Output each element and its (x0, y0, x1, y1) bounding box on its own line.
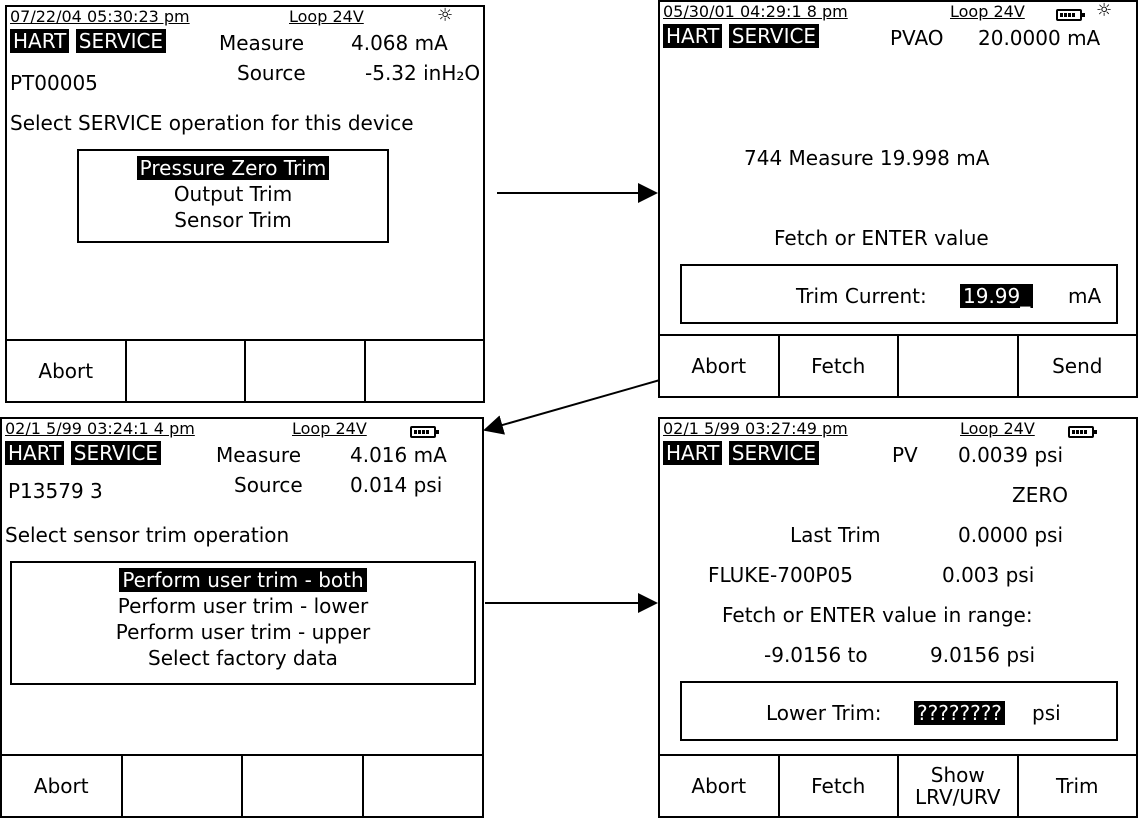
last-trim-value: 0.0000 psi (958, 523, 1064, 547)
softkey-4[interactable] (364, 756, 483, 816)
screen-service-menu (5, 5, 485, 403)
battery-icon (410, 426, 436, 438)
measure-value: 4.068 mA (351, 31, 448, 55)
softkey-trim[interactable]: Trim (1055, 774, 1099, 798)
menu-item-factory-data[interactable]: Select factory data (148, 646, 338, 670)
backlight-sun-icon: ☼ (437, 5, 454, 26)
device-tag: PT00005 (10, 71, 98, 95)
mode-badge-service: SERVICE (71, 441, 161, 465)
softkey-abort[interactable]: Abort (2, 756, 123, 816)
mode-badge-hart: HART (10, 29, 69, 53)
reference-device: FLUKE-700P05 (708, 563, 853, 587)
softkey-fetch[interactable]: Fetch (780, 756, 900, 816)
softkey-3[interactable] (246, 341, 366, 401)
source-label: Source (234, 473, 303, 497)
prompt-text: Fetch or ENTER value (774, 226, 989, 250)
lower-trim-field-box (680, 681, 1118, 741)
mode-badge-service: SERVICE (76, 29, 166, 53)
measure-label: Measure (219, 31, 304, 55)
menu-item-sensor-trim[interactable]: Sensor Trim (174, 208, 292, 232)
device-tag: P13579 3 (8, 479, 103, 503)
measure-label: Measure (216, 443, 301, 467)
measure-value: 4.016 mA (350, 443, 447, 467)
softkey-2[interactable] (127, 341, 247, 401)
status-loop: Loop 24V (289, 7, 364, 26)
battery-icon (1056, 9, 1082, 21)
measure-line: 744 Measure 19.998 mA (744, 146, 990, 170)
status-datetime: 02/1 5/99 03:24:1 4 pm (5, 419, 195, 438)
mode-badge-service: SERVICE (729, 441, 819, 465)
softkey-send[interactable]: Send (1052, 354, 1103, 378)
battery-icon (1068, 426, 1094, 438)
prompt-text: Fetch or ENTER value in range: (722, 603, 1033, 627)
zero-indicator: ZERO (1012, 483, 1068, 507)
trim-current-input[interactable]: 19.99_ (960, 284, 1033, 308)
trim-current-label: Trim Current: (796, 284, 927, 308)
status-datetime: 02/1 5/99 03:27:49 pm (663, 419, 848, 438)
arrow-2-to-3 (485, 380, 660, 430)
status-loop: Loop 24V (950, 2, 1025, 21)
status-loop: Loop 24V (292, 419, 367, 438)
pvao-label: PVAO (890, 26, 944, 50)
reference-value: 0.003 psi (942, 563, 1035, 587)
trim-current-field-box (680, 264, 1118, 324)
menu-item-output-trim[interactable]: Output Trim (173, 182, 293, 206)
mode-badge-hart: HART (663, 24, 722, 48)
softkey-abort[interactable]: Abort (660, 756, 780, 816)
range-high: 9.0156 psi (930, 643, 1036, 667)
pvao-value: 20.0000 mA (978, 26, 1101, 50)
lower-trim-unit: psi (1032, 701, 1061, 725)
screen-trim-current (658, 0, 1138, 398)
status-datetime: 05/30/01 04:29:1 8 pm (663, 2, 848, 21)
menu-item-user-trim-lower[interactable]: Perform user trim - lower (117, 594, 369, 618)
lower-trim-label: Lower Trim: (766, 701, 882, 725)
mode-badge-service: SERVICE (729, 24, 819, 48)
softkey-3[interactable] (899, 336, 1019, 396)
source-value: -5.32 inH₂O (365, 61, 481, 85)
mode-badge-hart: HART (663, 441, 722, 465)
softkey-bar (660, 754, 1136, 816)
softkey-fetch[interactable]: Fetch (780, 336, 900, 396)
mode-badge-hart: HART (5, 441, 64, 465)
softkey-abort[interactable]: Abort (7, 341, 127, 401)
pv-label: PV (892, 443, 918, 467)
screen-lower-trim (658, 417, 1138, 818)
backlight-sun-icon: ☼ (1096, 0, 1113, 21)
lower-trim-input[interactable]: ???????? (914, 701, 1005, 725)
softkey-abort[interactable]: Abort (660, 336, 780, 396)
status-datetime: 07/22/04 05:30:23 pm (10, 7, 190, 26)
sensor-trim-menu (10, 561, 476, 685)
source-label: Source (237, 61, 306, 85)
trim-current-unit: mA (1068, 284, 1102, 308)
softkey-bar (2, 754, 482, 816)
softkey-4[interactable] (366, 341, 484, 401)
last-trim-label: Last Trim (790, 523, 881, 547)
prompt-text: Select SERVICE operation for this device (10, 111, 414, 135)
service-menu (77, 149, 389, 243)
softkey-show-lrv-urv[interactable]: Show LRV/URV (899, 756, 1019, 816)
pv-value: 0.0039 psi (958, 443, 1064, 467)
softkey-2[interactable] (123, 756, 244, 816)
source-value: 0.014 psi (350, 473, 443, 497)
menu-item-user-trim-upper[interactable]: Perform user trim - upper (115, 620, 371, 644)
menu-item-user-trim-both[interactable]: Perform user trim - both (12, 567, 474, 593)
status-loop: Loop 24V (960, 419, 1035, 438)
softkey-bar (660, 334, 1136, 396)
menu-item-pressure-zero-trim[interactable]: Pressure Zero Trim (79, 155, 387, 181)
prompt-text: Select sensor trim operation (5, 523, 290, 547)
softkey-3[interactable] (243, 756, 364, 816)
screen-sensor-trim-menu (0, 417, 484, 818)
softkey-bar (7, 339, 483, 401)
range-low: -9.0156 to (764, 643, 868, 667)
